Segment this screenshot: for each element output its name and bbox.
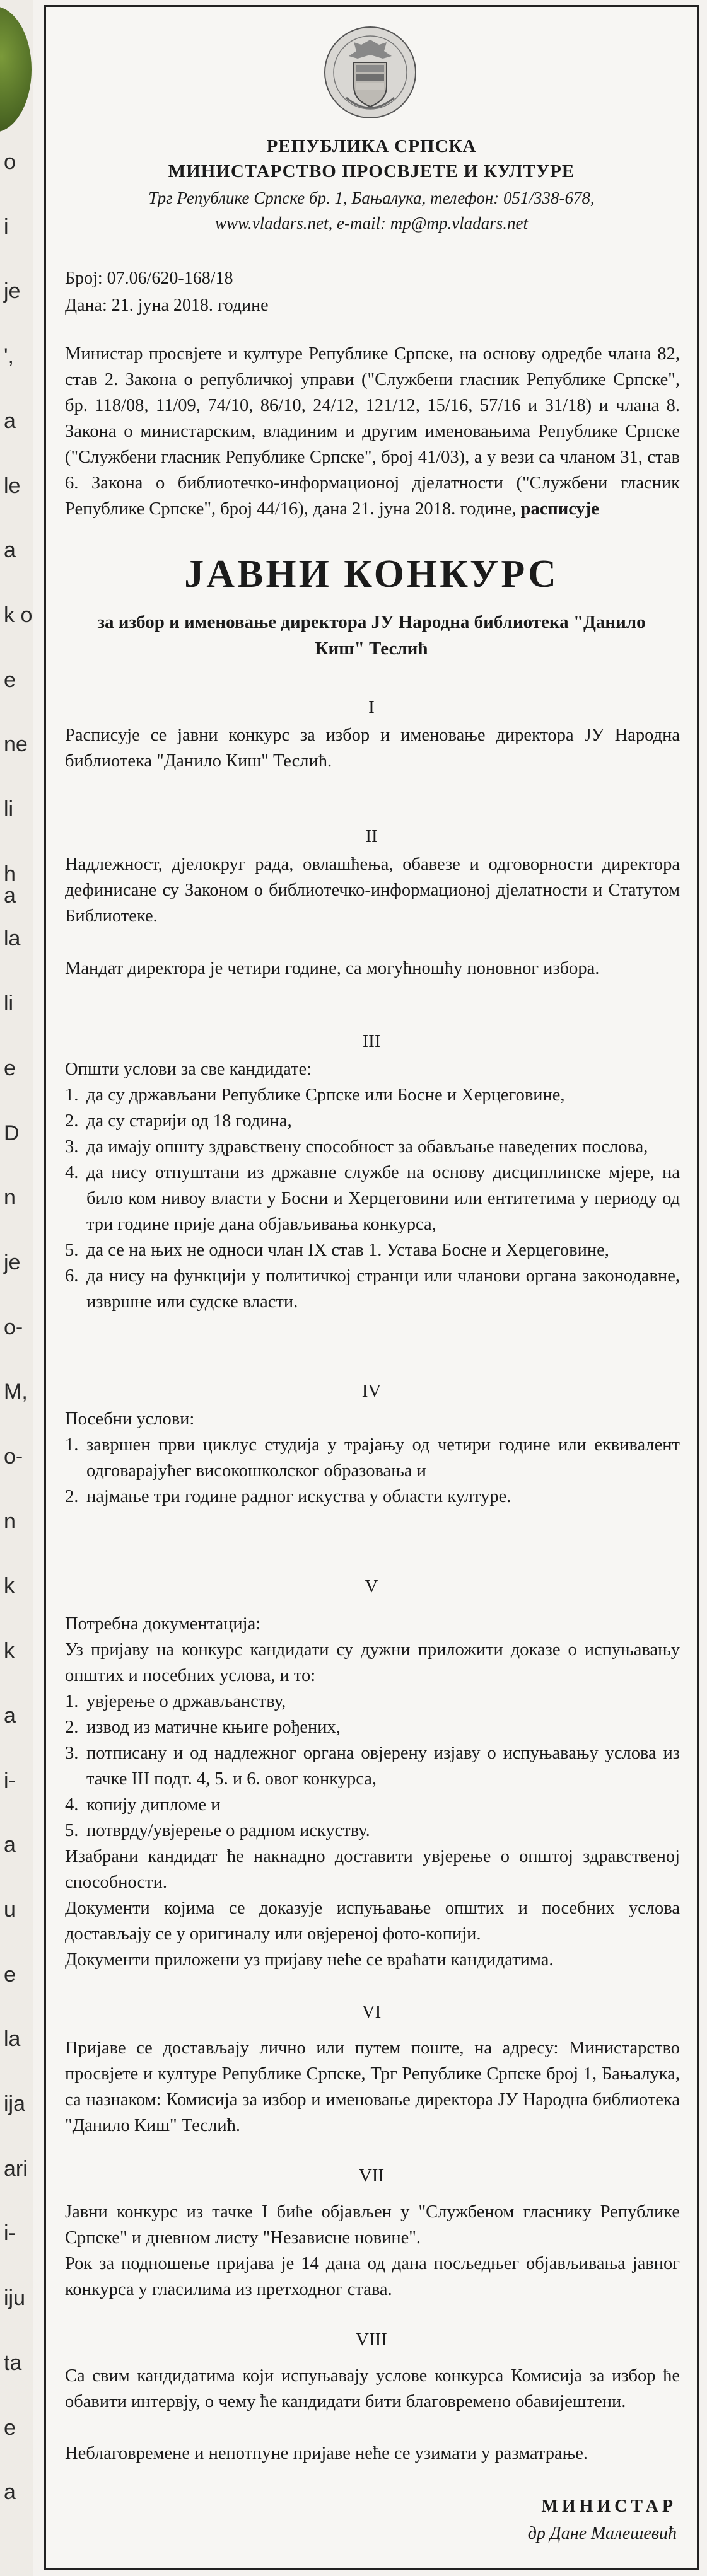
adjacent-text-fragment: k	[4, 1574, 15, 1598]
list-item-text: најмање три године радног искуства у области културе.	[86, 1487, 511, 1506]
list-item	[65, 1818, 680, 1844]
section-8-text-2: Неблаговремене и непотпуне пријаве неће се узимати у разматрање.	[65, 2444, 588, 2463]
section-5-note-3: Документи приложени уз пријаву неће се враћати кандидатима.	[65, 1950, 554, 1970]
list-item-text: увјерење о држављанству,	[86, 1692, 286, 1711]
adjacent-text-fragment: a	[4, 1704, 16, 1728]
section-4-lead: Посебни услови:	[65, 1409, 195, 1429]
section-6-text: Пријаве се достављају лично или путем поште, на адресу: Министарство просвјете и културе Републике Српске, Трг Републике Српске број 1, Бањалука, са назнаком: Комисија за избор и именовање директора ЈУ Народна библиотека "Данило Киш" Теслић.	[65, 2038, 680, 2135]
section-heading-4: IV	[361, 1381, 382, 1401]
public-notice	[44, 5, 699, 2570]
list-item-number: 1.	[65, 1435, 79, 1455]
section-7-text-1: Јавни конкурс из тачке I биће објављен у "Службеном гласнику Републике Српске" и дневном листу "Независне новине".	[65, 2202, 680, 2248]
adjacent-text-fragment: i-	[4, 1769, 16, 1793]
list-item	[65, 1689, 680, 1714]
section-heading-1: I	[368, 697, 375, 717]
adjacent-text-fragment: je	[4, 1250, 21, 1274]
section-heading-2: II	[365, 826, 378, 846]
list-item	[65, 1263, 680, 1315]
list-item	[65, 1108, 680, 1134]
list-item-text: копију дипломе и	[86, 1795, 221, 1815]
document-number: Број: 07.06/620-168/18	[65, 269, 233, 288]
section-5-note-1: Изабрани кандидат ће накнадно доставити увјерење о општој здравственој способности.	[65, 1847, 680, 1892]
list-item-number: 5.	[65, 1821, 79, 1840]
adjacent-text-fragment: M,	[4, 1380, 28, 1404]
list-item-number: 2.	[65, 1487, 79, 1506]
list-item	[65, 1134, 680, 1160]
list-item-number: 5.	[65, 1240, 79, 1260]
signature-role: МИНИСТАР	[541, 2497, 677, 2516]
adjacent-text-fragment: e	[4, 1056, 16, 1080]
adjacent-text-fragment: k o	[4, 603, 33, 627]
header-ministry: МИНИСТАРСТВО ПРОСВЈЕТЕ И КУЛТУРЕ	[168, 161, 575, 182]
list-item-text: да имају општу здравствену способност за обављање наведених послова,	[86, 1137, 648, 1157]
adjacent-text-fragment: a	[4, 2480, 16, 2504]
list-item	[65, 1792, 680, 1818]
list-item-number: 2.	[65, 1718, 79, 1737]
list-item-number: 3.	[65, 1743, 79, 1763]
section-7-text-2: Рок за подношење пријава је 14 дана од дана посљедњег објављивања јавног конкурса у гласилима из претходног става.	[65, 2254, 680, 2299]
adjacent-text-fragment: u	[4, 1898, 16, 1922]
section-1-text: Расписује се јавни конкурс за избор и именовање директора ЈУ Народна библиотека "Данило Киш" Теслић.	[65, 725, 680, 771]
section-3-lead: Општи услови за све кандидате:	[65, 1060, 312, 1079]
adjacent-text-fragment: li	[4, 797, 14, 821]
adjacent-text-fragment: n	[4, 1186, 16, 1210]
section-heading-5: V	[365, 1576, 378, 1597]
adjacent-text-fragment: k	[4, 1639, 15, 1663]
adjacent-text-fragment: ',	[4, 344, 14, 368]
adjacent-text-fragment: ne	[4, 732, 28, 756]
adjacent-text-fragment: i	[4, 215, 9, 239]
list-item-number: 4.	[65, 1795, 79, 1815]
section-5-lead: Потребна документација:	[65, 1614, 261, 1634]
section-heading-6: VI	[361, 2002, 382, 2022]
adjacent-text-fragment: i-	[4, 2221, 16, 2245]
adjacent-photo	[0, 6, 32, 132]
adjacent-text-fragment: iju	[4, 2286, 26, 2310]
list-item-text: потписану и од надлежног органа овјерену изјаву о испуњавању услова из тачке III подт. 4, 5. и 6. овог конкурса,	[86, 1743, 680, 1789]
adjacent-text-fragment: a	[4, 409, 16, 433]
list-item	[65, 1432, 680, 1484]
adjacent-text-fragment: n	[4, 1510, 16, 1533]
list-item-text: завршен први циклус студија у трајању од четири године или еквивалент одговарајућег високошколског образовања и	[86, 1435, 680, 1481]
header-contact: www.vladars.net, e-mail: mp@mp.vladars.net	[214, 214, 529, 233]
adjacent-text-fragment: e	[4, 1963, 16, 1987]
general-conditions-list	[65, 1082, 680, 1315]
list-item-text: да нису на функцији у политичкој странци или чланови органа законодавне, извршне или судске власти.	[86, 1266, 680, 1312]
header-address: Трг Републике Српске бр. 1, Бањалука, телефон: 051/338-678,	[148, 188, 595, 207]
list-item	[65, 1160, 680, 1237]
adjacent-text-fragment: ta	[4, 2351, 22, 2375]
adjacent-text-fragment: ari	[4, 2157, 28, 2181]
document-date: Дана: 21. јуна 2018. године	[65, 296, 269, 315]
coat-of-arms-icon	[321, 23, 419, 122]
list-item	[65, 1484, 680, 1510]
special-conditions-list	[65, 1432, 680, 1510]
adjacent-text-fragment: D	[4, 1121, 20, 1145]
documentation-list	[65, 1689, 680, 1844]
adjacent-column-strip	[0, 0, 33, 2576]
adjacent-text-fragment: o	[4, 150, 16, 174]
list-item-number: 1.	[65, 1085, 79, 1105]
adjacent-text-fragment: je	[4, 279, 21, 303]
adjacent-text-fragment: a	[4, 1833, 16, 1857]
adjacent-text-fragment: le	[4, 474, 21, 498]
adjacent-text-fragment: li	[4, 991, 14, 1015]
section-heading-8: VIII	[356, 2330, 387, 2350]
list-item	[65, 1714, 680, 1740]
list-item	[65, 1082, 680, 1108]
section-heading-3: III	[362, 1031, 381, 1051]
intro-verb: расписује	[520, 499, 599, 519]
list-item-number: 2.	[65, 1111, 79, 1131]
signature-name: др Дане Малешевић	[527, 2524, 677, 2543]
adjacent-text-fragment: la	[4, 2027, 21, 2051]
list-item-number: 1.	[65, 1692, 79, 1711]
adjacent-text-fragment: e	[4, 668, 16, 692]
notice-title: ЈАВНИ КОНКУРС	[184, 553, 559, 596]
list-item-text: да се на њих не односи члан IX став 1. Устава Босне и Херцеговине,	[86, 1240, 609, 1260]
list-item-text: извод из матичне књиге рођених,	[86, 1718, 341, 1737]
adjacent-text-fragment: ija	[4, 2092, 26, 2116]
list-item-text: да нису отпуштани из државне службе на основу дисциплинске мјере, на било ком нивоу власти у Босни и Херцеговини или ентитетима у периоду од три године прије дана објављивања конкурса,	[86, 1163, 680, 1234]
intro-text: Министар просвјете и културе Републике Српске, на основу одредбе члана 82, став 2. Закона о републичкој управи ("Службени гласник Републике Српске", бр. 118/08, 11/09, 74/10, 86/10, 24/12, 121/12, 15/16, 57/16 и 31/18) и члана 8. Закона о министарским, владиним и другим именовањима Републике Српске ("Службени гласник Републике Српске", број 41/03), а у вези са чланом 31, став 6. Закона о библиотечко-информационој дјелатности ("Службени гласник Републике Српске", број 44/16), дана 21. јуна 2018. године,	[65, 344, 680, 519]
list-item-text: потврду/увјерење о радном искуству.	[86, 1821, 370, 1840]
list-item-number: 6.	[65, 1266, 79, 1286]
notice-subtitle: за избор и именовање директора ЈУ Народна библиотека "Данило Киш" Теслић	[97, 612, 646, 659]
list-item-number: 4.	[65, 1163, 79, 1182]
section-5-intro: Уз пријаву на конкурс кандидати су дужни приложити доказе о испуњавању општих и посебних услова, и то:	[65, 1640, 680, 1685]
list-item-text: да су старији од 18 година,	[86, 1111, 292, 1131]
adjacent-text-fragment: h a	[4, 862, 16, 908]
adjacent-text-fragment: o-	[4, 1445, 23, 1469]
adjacent-text-fragment: la	[4, 927, 21, 950]
list-item	[65, 1740, 680, 1792]
adjacent-text-fragment: a	[4, 538, 16, 562]
list-item	[65, 1237, 680, 1263]
intro-paragraph	[65, 341, 680, 522]
section-2-mandate: Мандат директора је четири године, са могућношћу поновног избора.	[65, 959, 600, 978]
adjacent-text-fragment: o-	[4, 1315, 23, 1339]
section-2-text: Надлежност, дјелокруг рада, овлашћења, обавезе и одговорности директора дефинисане су Законом о библиотечко-информационој дјелатности и Статутом Библиотеке.	[65, 855, 680, 926]
section-heading-7: VII	[358, 2166, 385, 2186]
adjacent-text-fragment: e	[4, 2416, 16, 2440]
header-republic: РЕПУБЛИКА СРПСКА	[266, 136, 477, 156]
section-5-note-2: Документи којима се доказује испуњавање општих и посебних услова достављају се у оригиналу или овјереној фото-копији.	[65, 1898, 680, 1944]
section-8-text-1: Са свим кандидатима који испуњавају услове конкурса Комисија за избор ће обавити интервју, о чему ће кандидати бити благовремено обавијештени.	[65, 2366, 680, 2411]
list-item-text: да су држављани Републике Српске или Босне и Херцеговине,	[86, 1085, 565, 1105]
list-item-number: 3.	[65, 1137, 79, 1157]
